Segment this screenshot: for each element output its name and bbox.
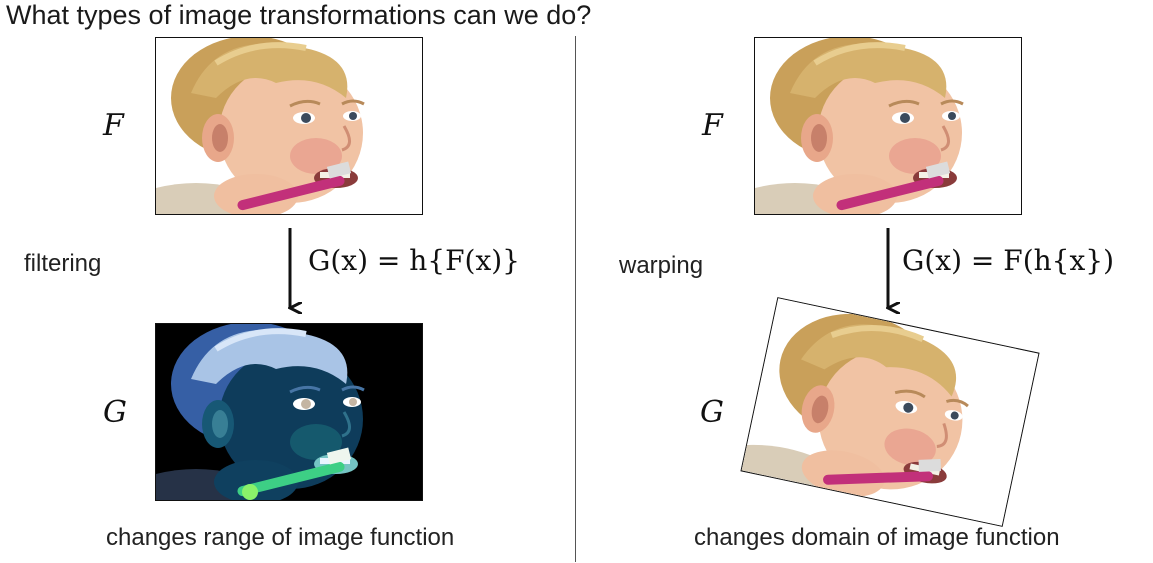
left-bottom-symbol: G [103, 395, 127, 430]
left-original-image [155, 37, 423, 215]
left-down-arrow [278, 228, 302, 314]
right-down-arrow [876, 228, 900, 314]
right-warped-image [740, 297, 1039, 527]
right-bottom-symbol: G [700, 395, 724, 430]
warping-label: warping [619, 252, 704, 279]
left-top-symbol: F [103, 108, 124, 143]
right-caption: changes domain of image function [694, 524, 1060, 551]
right-top-symbol: F [702, 108, 723, 143]
right-original-image [754, 37, 1022, 215]
filtering-equation: G(x) = h{F(x)} [308, 244, 520, 277]
warping-equation: G(x) = F(h{x}) [902, 244, 1114, 277]
left-caption: changes range of image function [106, 524, 455, 551]
left-filtered-image [155, 323, 423, 501]
filtering-label: filtering [24, 250, 102, 277]
panel-divider [575, 36, 576, 562]
slide-title: What types of image transformations can we do? [6, 0, 592, 30]
